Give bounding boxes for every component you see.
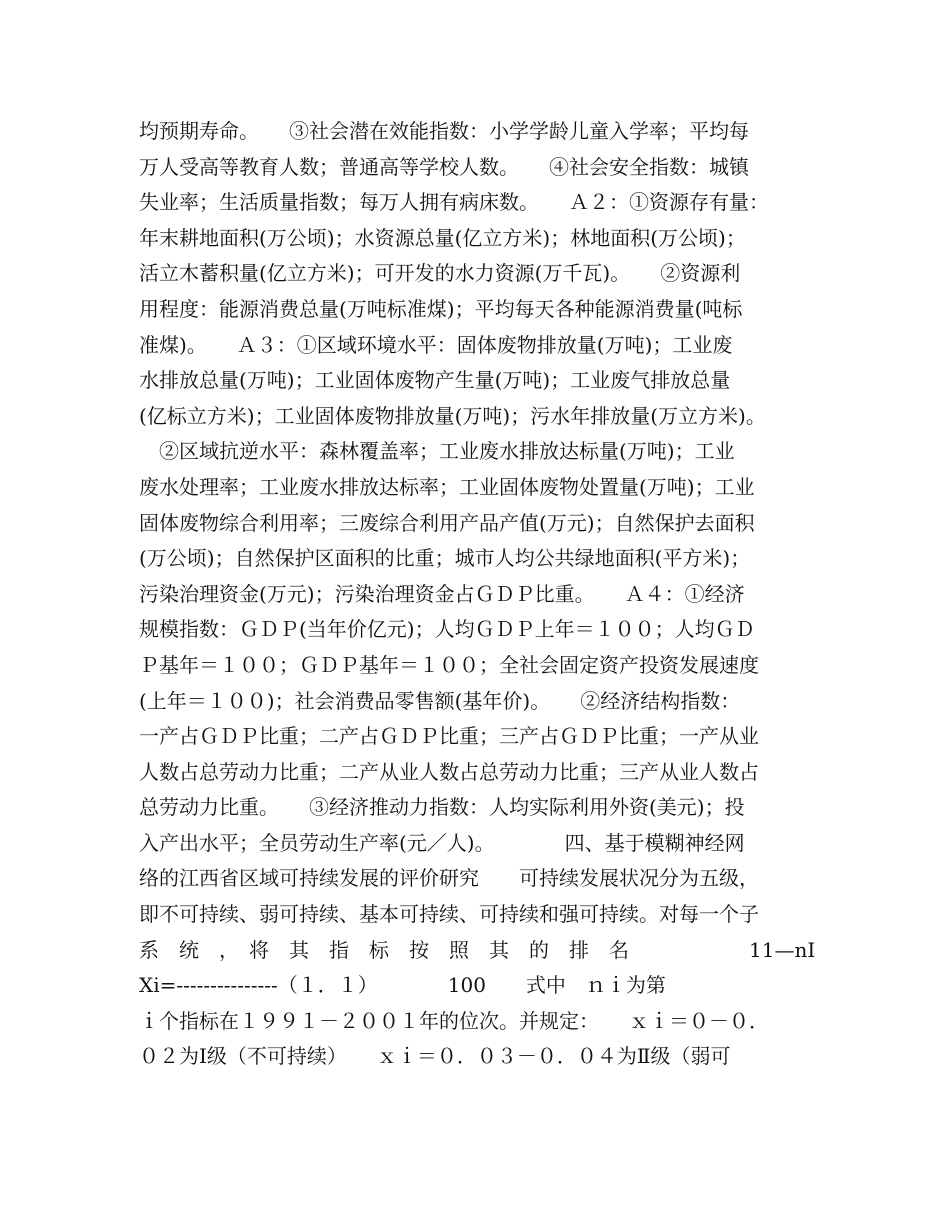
text-line: (上年＝１００)；社会消费品零售额(基年价)。 ②经济结构指数： xyxy=(139,688,741,713)
text-line: 均预期寿命。 ③社会潜在效能指数：小学学龄儿童入学率；平均每 xyxy=(139,119,749,143)
text-line: 人数占总劳动力比重；二产从业人数占总劳动力比重；三产从业人数占 xyxy=(139,759,759,784)
body-text xyxy=(139,114,829,1075)
text-line: 一产占ＧＤＰ比重；二产占ＧＤＰ比重；三产占ＧＤＰ比重；一产从业 xyxy=(139,724,759,749)
text-line: 入产出水平；全员劳动生产率(元／人)。 四、基于模糊神经网 xyxy=(139,830,745,855)
text-line: 用程度：能源消费总量(万吨标准煤)；平均每天各种能源消费量(吨标 xyxy=(139,296,743,321)
text-line: 总劳动力比重。 ③经济推动力指数：人均实际利用外资(美元)；投 xyxy=(139,795,745,820)
text-line: 失业率；生活质量指数；每万人拥有病床数。 Ａ２：①资源存有量： xyxy=(139,190,769,215)
text-line: ｉ个指标在１９９１－２００１年的位次。并规定： ｘｉ＝０－０． xyxy=(139,1008,769,1033)
text-line: 准煤)。 Ａ３：①区域环境水平：固体废物排放量(万吨)；工业废 xyxy=(139,332,733,357)
text-line: 络的江西省区域可持续发展的评价研究 可持续发展状况分为五级， xyxy=(139,866,759,891)
text-line: 活立木蓄积量(亿立方米)；可开发的水力资源(万千瓦)。 ②资源利 xyxy=(139,261,741,286)
text-line: 即不可持续、弱可持续、基本可持续、可持续和强可持续。对每一个子 xyxy=(139,902,759,927)
text-line: Xi=---------------（１．１） 100 式中 ｎｉ为第 xyxy=(139,973,666,998)
text-line: 废水处理率；工业废水排放达标率；工业固体废物处置量(万吨)；工业 xyxy=(139,474,755,499)
text-line: 年末耕地面积(万公顷)；水资源总量(亿立方米)；林地面积(万公顷)； xyxy=(139,225,746,250)
text-line: 污染治理资金(万元)；污染治理资金占ＧＤＰ比重。 Ａ４：①经济 xyxy=(139,581,745,606)
text-line: 固体废物综合利用率；三废综合利用产品产值(万元)；自然保护去面积 xyxy=(139,510,755,535)
text-line: 万人受高等教育人数；普通高等学校人数。 ④社会安全指数：城镇 xyxy=(139,154,749,179)
text-line: 水排放总量(万吨)；工业固体废物产生量(万吨)；工业废气排放总量 xyxy=(139,368,731,393)
text-line: ０２为Ⅰ级（不可持续） ｘｉ＝０．０３－０．０４为Ⅱ级（弱可 xyxy=(139,1044,731,1069)
text-line: Ｐ基年＝１００；ＧＤＰ基年＝１００；全社会固定资产投资发展速度 xyxy=(139,652,759,677)
text-line: (万公顷)；自然保护区面积的比重；城市人均公共绿地面积(平方米)； xyxy=(139,546,751,571)
text-line: ②区域抗逆水平：森林覆盖率；工业废水排放达标量(万吨)；工业 xyxy=(139,439,735,464)
text-line: 规模指数：ＧＤＰ(当年价亿元)；人均ＧＤＰ上年＝１００；人均ＧＤ xyxy=(139,617,755,642)
text-line: (亿标立方米)；工业固体废物排放量(万吨)；污水年排放量(万立方米)。 xyxy=(139,403,766,428)
text-line: 系 统 ， 将 其 指 标 按 照 其 的 排 名 11—nI xyxy=(139,937,816,962)
